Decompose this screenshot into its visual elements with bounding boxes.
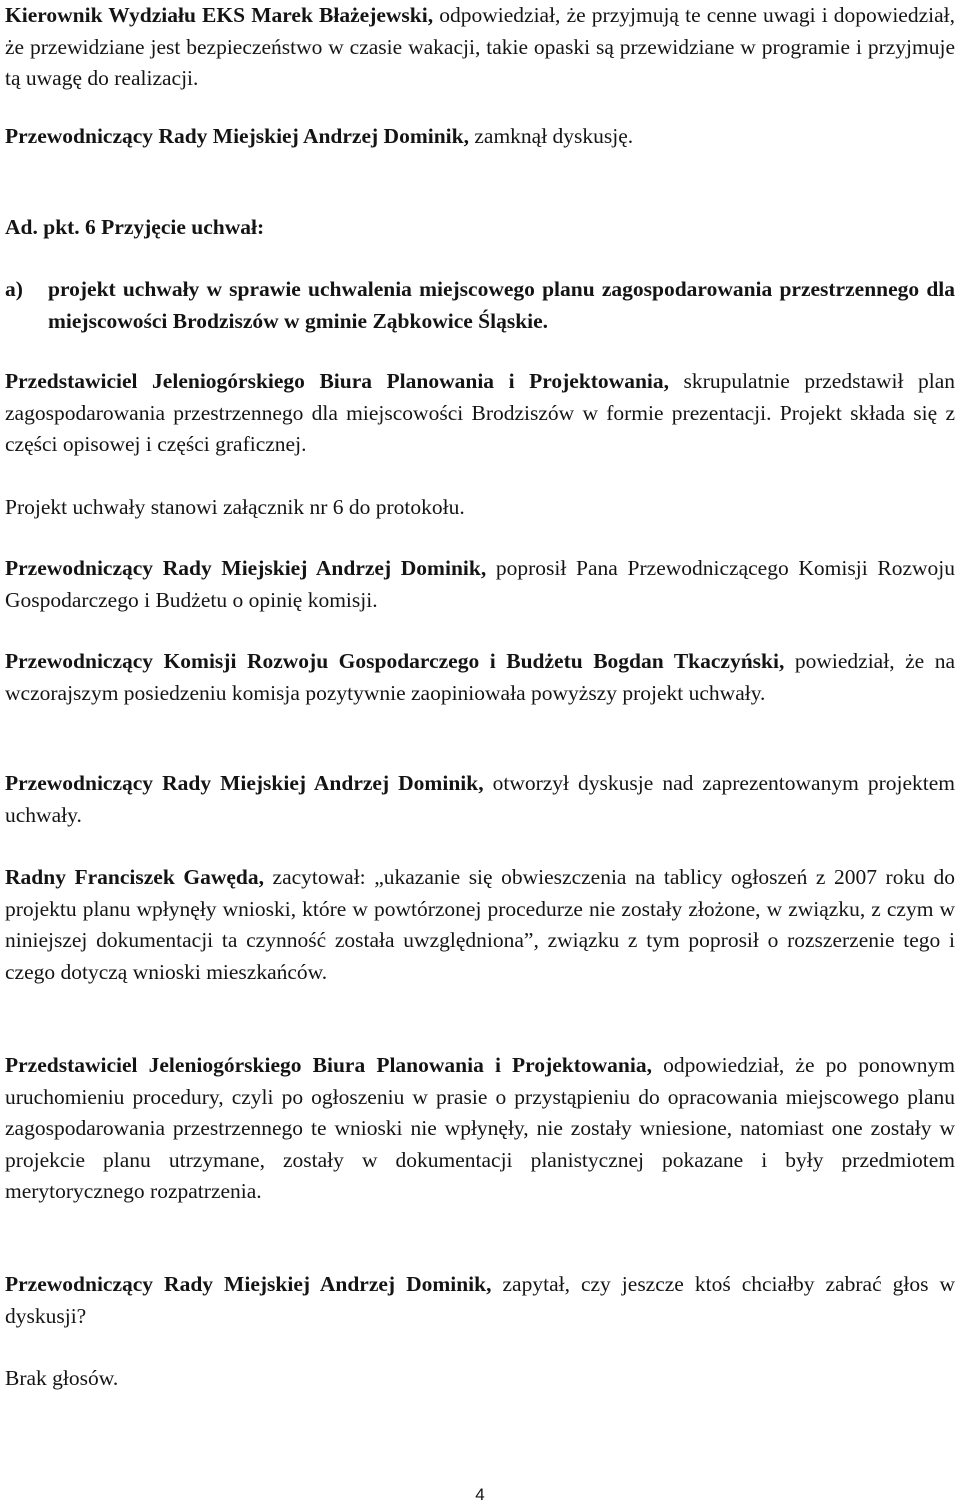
paragraph-text: poprosił Pana Przewodniczącego Komisji Rozwoju Gospodarczego i Budżetu o opinię komisji. bbox=[5, 556, 955, 612]
paragraph-dominik-close bbox=[5, 121, 955, 153]
speaker-name: Przedstawiciel Jeleniogórskiego Biura Planowania i Projektowania, bbox=[5, 1053, 652, 1077]
speaker-name: Przewodniczący Rady Miejskiej Andrzej Dominik, bbox=[5, 771, 484, 795]
paragraph-presentation bbox=[5, 366, 955, 461]
page-number: 4 bbox=[475, 1485, 485, 1504]
paragraph-planning-office-reply bbox=[5, 1050, 955, 1208]
agenda-heading bbox=[5, 212, 955, 244]
paragraph-dominik-question bbox=[5, 1269, 955, 1332]
speaker-name: Przewodniczący Komisji Rozwoju Gospodarczego i Budżetu Bogdan Tkaczyński, bbox=[5, 649, 785, 673]
paragraph-tkaczynski bbox=[5, 646, 955, 709]
paragraph-text: Projekt uchwały stanowi załącznik nr 6 do protokołu. bbox=[5, 495, 465, 519]
paragraph-text: odpowiedział, że po ponownym uruchomieniu procedury, czyli po ogłoszeniu w prasie o przystąpieniu do opracowania miejscowego planu zagospodarowania przestrzennego te wnioski nie wpłynęły, nie zostały wniesione, natomiast one zostały w projekcie planu utrzymane, zostały w dokumentacji planistycznej pokazane i były przedmiotem merytorycznego rozpatrzenia. bbox=[5, 1053, 955, 1203]
list-item-text: projekt uchwały w sprawie uchwalenia miejscowego planu zagospodarowania przestrzennego dla miejscowości Brodziszów w gminie Ząbkowice Śląskie. bbox=[48, 277, 955, 333]
paragraph-dominik-request bbox=[5, 553, 955, 616]
list-item-marker: a) bbox=[5, 277, 23, 301]
section-heading: Ad. pkt. 6 Przyjęcie uchwał: bbox=[5, 215, 265, 239]
paragraph-gaweda bbox=[5, 862, 955, 988]
paragraph-blazejewski bbox=[5, 0, 955, 95]
paragraph-text: zacytował: „ukazanie się obwieszczenia na tablicy ogłoszeń z 2007 roku do projektu planu wpłynęły wnioski, które w powtórzonej procedurze nie zostały złożone, w związku, z czym w niniejszej dokumentacji ta czynność została uwzględniona”, związku z tym poprosił o rozszerzenie tego i czego dotyczą wnioski mieszkańców. bbox=[5, 865, 956, 984]
speaker-name: Przewodniczący Rady Miejskiej Andrzej Dominik, bbox=[5, 556, 487, 580]
speaker-name: Radny Franciszek Gawęda, bbox=[5, 865, 264, 889]
speaker-name: Przedstawiciel Jeleniogórskiego Biura Planowania i Projektowania, bbox=[5, 369, 670, 393]
speaker-name: Kierownik Wydziału EKS Marek Błażejewski, bbox=[5, 3, 434, 27]
paragraph-text: odpowiedział, że przyjmują te cenne uwagi i dopowiedział, że przewidziane jest bezpieczeństwo w czasie wakacji, takie opaski są przewidziane w programie i przyjmuje tą uwagę do realizacji. bbox=[5, 3, 955, 90]
paragraph-text: zapytał, czy jeszcze ktoś chciałby zabrać głos w dyskusji? bbox=[5, 1272, 955, 1328]
paragraph-text: otworzył dyskusje nad zaprezentowanym projektem uchwały. bbox=[5, 771, 955, 827]
paragraph-no-votes bbox=[5, 1363, 955, 1395]
paragraph-text: powiedział, że na wczorajszym posiedzeniu komisja pozytywnie zaopiniowała powyższy projekt uchwały. bbox=[5, 649, 955, 705]
paragraph-dominik-open bbox=[5, 768, 955, 831]
paragraph-text: Brak głosów. bbox=[5, 1366, 119, 1390]
paragraph-text: skrupulatnie przedstawił plan zagospodarowania przestrzennego dla miejscowości Brodziszów w formie prezentacji. Projekt składa się z części opisowej i części graficznej. bbox=[5, 369, 955, 456]
speaker-name: Przewodniczący Rady Miejskiej Andrzej Dominik, bbox=[5, 124, 469, 148]
agenda-item bbox=[5, 274, 955, 338]
paragraph-attachment bbox=[5, 492, 955, 524]
speaker-name: Przewodniczący Rady Miejskiej Andrzej Dominik, bbox=[5, 1272, 492, 1296]
paragraph-text: zamknął dyskusję. bbox=[468, 124, 634, 148]
